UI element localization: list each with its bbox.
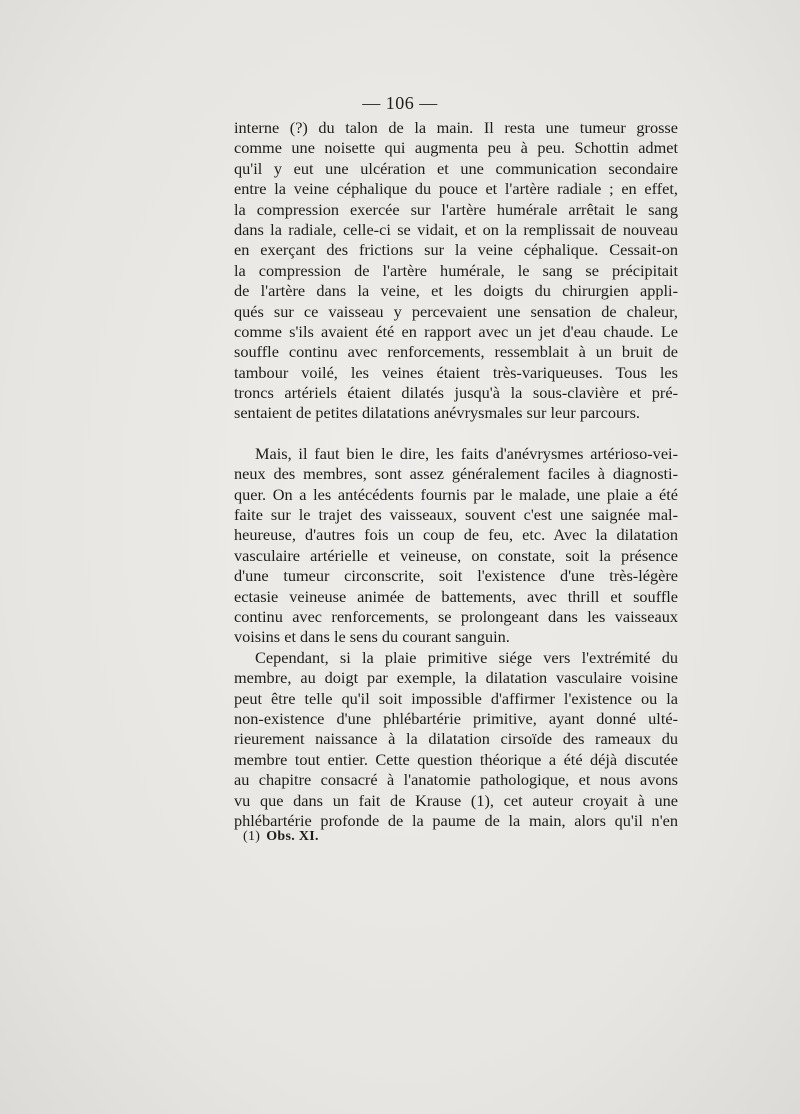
paragraph-2 [234,444,678,648]
text-line: au chapitre consacré à l'anatomie pathologique, et nous avons [234,770,678,790]
text-line: qu'il y eut une ulcération et une communication secondaire [234,158,678,178]
footnote-number: (1) [243,829,261,844]
text-line: peut être telle qu'il soit impossible d'affirmer l'existence ou la [234,688,678,708]
paragraph-3 [234,648,678,832]
text-line: non-existence d'une phlébartérie primitive, ayant donné ulté- [234,708,678,728]
text-line: comme s'ils avaient été en rapport avec un jet d'eau chaude. Le [234,321,678,341]
text-line: entre la veine céphalique du pouce et l'artère radiale ; en effet, [234,179,678,199]
body-text [234,118,678,831]
footnote-text: Obs. XI. [266,829,319,844]
text-line: d'une tumeur circonscrite, soit l'existence d'une très-légère [234,566,678,586]
text-line: membre tout entier. Cette question théorique a été déjà discutée [234,749,678,769]
text-line: phlébartérie profonde de la paume de la main, alors qu'il n'en [234,810,678,830]
text-line: quer. On a les antécédents fournis par le malade, une plaie a été [234,484,678,504]
text-line: vasculaire artérielle et veineuse, on constate, soit la présence [234,545,678,565]
text-line: continu avec renforcements, se prolongeant dans les vaisseaux [234,606,678,626]
text-line: voisins et dans le sens du courant sanguin. [234,627,510,647]
text-line: Cependant, si la plaie primitive siége vers l'extrémité du [255,647,678,667]
text-line: comme une noisette qui augmenta peu à peu. Schottin admet [234,138,678,158]
footnote [243,829,319,845]
text-line: troncs artériels étaient dilatés jusqu'à la sous-clavière et pré- [234,383,678,403]
text-line: neux des membres, sont assez généralement faciles à diagnosti- [234,464,678,484]
text-line: Mais, il faut bien le dire, les faits d'anévrysmes artérioso-vei- [255,443,678,463]
text-line: tambour voilé, les veines étaient très-variqueuses. Tous les [234,362,678,382]
text-line: faite sur le trajet des vaisseaux, souvent c'est une saignée mal- [234,505,678,525]
text-line: en exerçant des frictions sur la veine céphalique. Cessait-on [234,240,678,260]
text-line: rieurement naissance à la dilatation cirsoïde des rameaux du [234,729,678,749]
paragraph-1 [234,118,678,424]
text-line: vu que dans un fait de Krause (1), cet auteur croyait à une [234,790,678,810]
text-line: interne (?) du talon de la main. Il resta une tumeur grosse [234,118,678,137]
text-line: dans la radiale, celle-ci se vidait, et on la remplissait de nouveau [234,219,678,239]
page-number: — 106 — [362,93,438,113]
text-line: ectasie veineuse animée de battements, avec thrill et souffle [234,586,678,606]
text-line: de l'artère dans la veine, et les doigts du chirurgien appli- [234,281,678,301]
text-line: membre, au doigt par exemple, la dilatation vasculaire voisine [234,668,678,688]
text-line: sentaient de petites dilatations anévrysmales sur leur parcours. [234,403,640,423]
text-line: qués sur ce vaisseau y percevaient une sensation de chaleur, [234,301,678,321]
text-line: la compression exercée sur l'artère humérale arrêtait le sang [234,199,678,219]
text-line: la compression de l'artère humérale, le sang se précipitait [234,260,678,280]
text-line: souffle continu avec renforcements, ressemblait à un bruit de [234,342,678,362]
text-line: heureuse, d'autres fois un coup de feu, etc. Avec la dilatation [234,525,678,545]
